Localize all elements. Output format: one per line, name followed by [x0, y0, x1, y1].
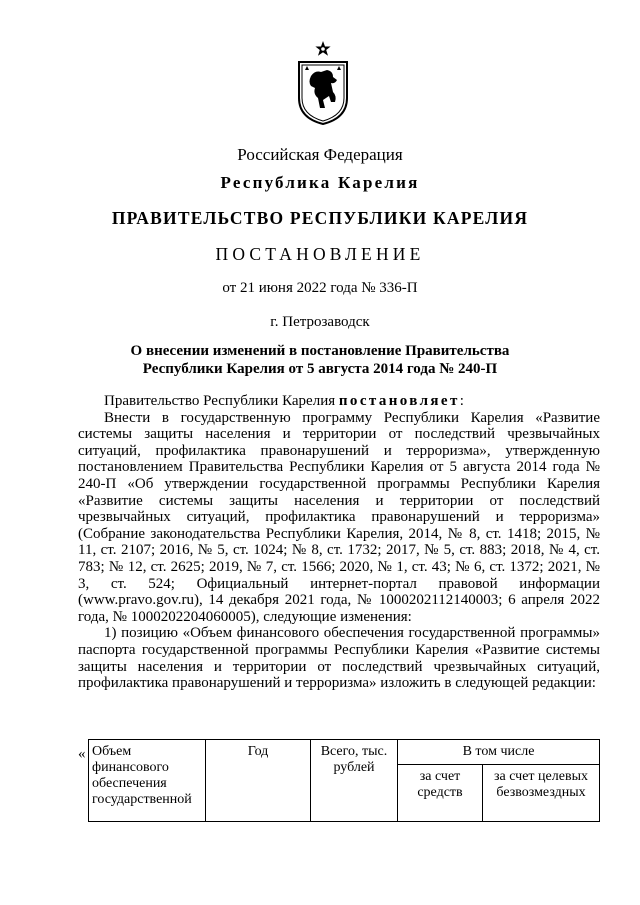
document-date-number: от 21 июня 2022 года № 336-П [222, 280, 418, 296]
paragraph-item-1: 1) позицию «Объем финансового обеспечения государственной программы» паспорта государственной программы Республики Карелия «Развитие системы защиты населения и территории от последствий чрезвычайных ситуаций, профилактика правонарушений и терроризма» изложить в следующей редакции: [78, 625, 600, 692]
table-header-year: Год [206, 740, 311, 822]
subject-line-1: О внесении изменений в постановление Правительства [130, 343, 510, 359]
document-subject [0, 342, 640, 378]
table-open-quote: « [78, 746, 86, 762]
table-header-including: В том числе [398, 740, 600, 765]
table-header-targeted: за счет целевых безвозмездных [483, 765, 600, 822]
document-body [78, 393, 600, 692]
table-row [89, 740, 600, 765]
preamble-end: : [459, 393, 464, 409]
preamble [78, 393, 600, 410]
subject-line-2: Республики Карелия от 5 августа 2014 года № 240-П [142, 361, 498, 377]
document-city: г. Петрозаводск [270, 314, 370, 330]
table-header-funds: за счет средств [398, 765, 483, 822]
funding-table [88, 739, 600, 822]
table-cell-label: Объем финансового обеспечения государственной [89, 740, 206, 822]
republic-name: Республика Карелия [220, 173, 420, 192]
preamble-keyword: постановляет [338, 393, 460, 409]
paragraph-amendments: Внести в государственную программу Республики Карелия «Развитие системы защиты населения и территории от последствий чрезвычайных ситуаций, профилактика правонарушений и терроризма», утвержденную постановлением Правительства Республики Карелия от 5 августа 2014 года № 240-П «Об утверждении государственной программы Республики Карелия «Развитие системы защиты населения и территории от последствий чрезвычайных ситуаций, профилактика правонарушений и терроризма» (Собрание законодательства Республики Карелия, 2014, № 8, ст. 1418; 2015, № 11, ст. 2107; 2016, № 5, ст. 1024; № 8, ст. 1732; 2017, № 5, ст. 883; 2018, № 4, ст. 783; № 12, ст. 2625; 2019, № 7, ст. 1566; 2020, № 1, ст. 43; № 6, ст. 1372; 2021, № 3, ст. 524; Официальный интернет-портал правовой информации (www.pravo.gov.ru), 14 декабря 2021 года, № 1000202112140003; 6 апреля 2022 года, № 1000202204060005), следующие изменения: [78, 409, 600, 625]
country-name: Российская Федерация [237, 145, 403, 164]
table-header-total: Всего, тыс. рублей [311, 740, 398, 822]
preamble-start: Правительство Республики Карелия [104, 393, 339, 409]
star-icon [315, 41, 330, 56]
document-type: ПОСТАНОВЛЕНИЕ [215, 244, 425, 264]
government-name: ПРАВИТЕЛЬСТВО РЕСПУБЛИКИ КАРЕЛИЯ [111, 208, 529, 228]
coat-of-arms-emblem [295, 40, 351, 126]
